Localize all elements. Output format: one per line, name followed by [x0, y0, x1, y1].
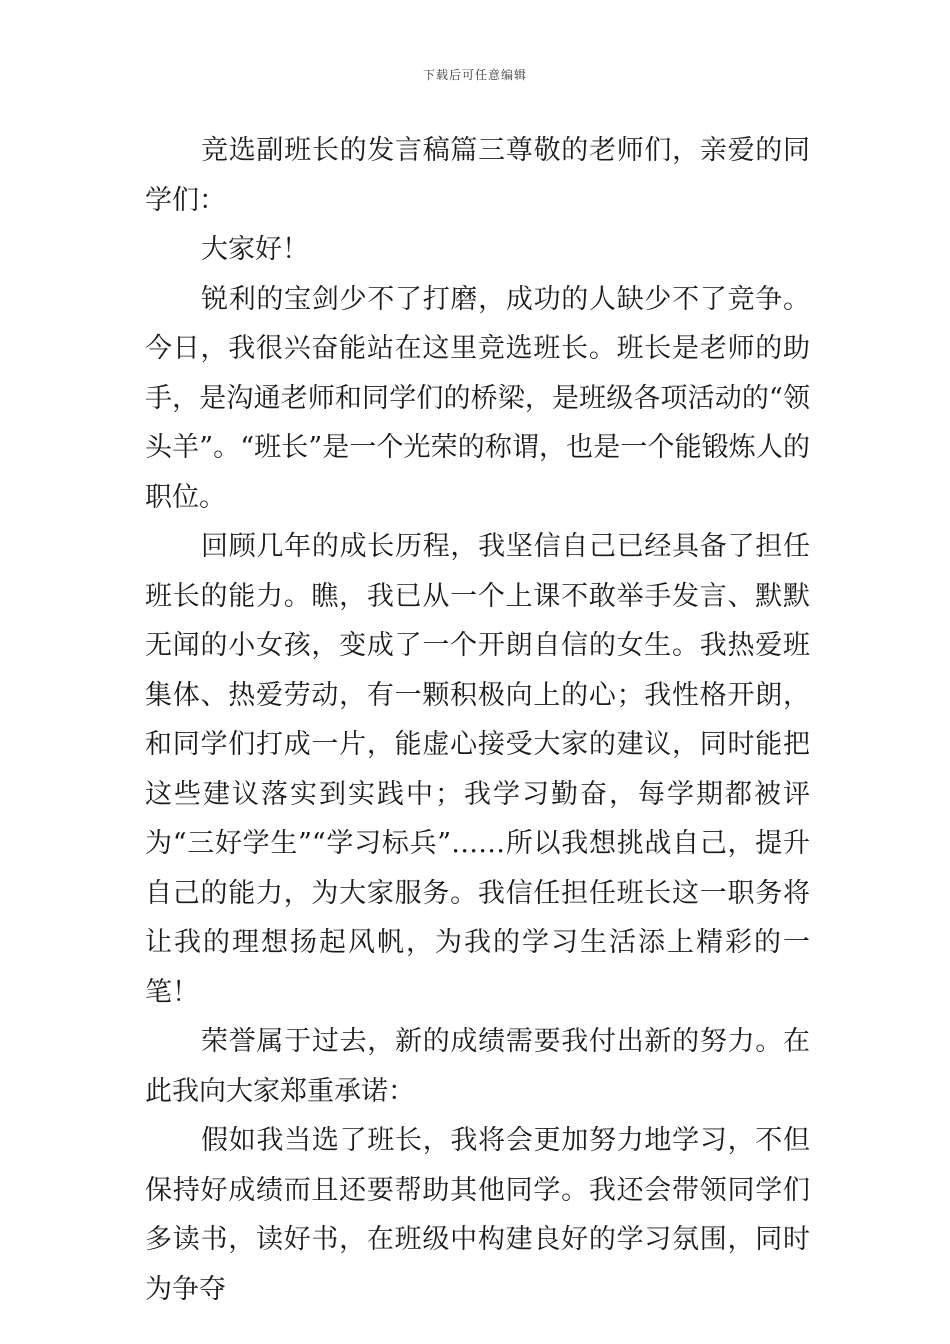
paragraph-qualifications: 回顾几年的成长历程，我坚信自己已经具备了担任班长的能力。瞧，我已从一个上课不敢举手发言、默默无闻的小女孩，变成了一个开朗自信的女生。我热爱班集体、热爱劳动，有一颗积极向上的心；我性格开朗，和同学们打成一片，能虚心接受大家的建议，同时能把这些建议落实到实践中；我学习勤奋，每学期都被评为“三好学生”“学习标兵”……所以我想挑战自己，提升自己的能力，为大家服务。我信任担任班长这一职务将让我的理想扬起风帆，为我的学习生活添上精彩的一笔！ [145, 531, 810, 1008]
header-note: 下载后可任意编辑 [422, 68, 527, 82]
paragraph-promise: 假如我当选了班长，我将会更加努力地学习，不但保持好成绩而且还要帮助其他同学。我还会带领同学们多读书，读好书，在班级中构建良好的学习氛围，同时为争夺 [145, 1125, 810, 1305]
paragraph-intro: 锐利的宝剑少不了打磨，成功的人缺少不了竞争。今日，我很兴奋能站在这里竞选班长。班长是老师的助手，是沟通老师和同学们的桥梁，是班级各项活动的“领头羊”。“班长”是一个光荣的称谓，也是一个能锻炼人的职位。 [145, 283, 810, 513]
paragraph-greeting: 大家好！ [201, 234, 309, 265]
document-body [145, 126, 810, 1314]
paragraph-promise-lead: 荣誉属于过去，新的成绩需要我付出新的努力。在此我向大家郑重承诺： [145, 1026, 810, 1107]
paragraph-title: 竞选副班长的发言稿篇三尊敬的老师们，亲爱的同学们： [145, 135, 810, 216]
